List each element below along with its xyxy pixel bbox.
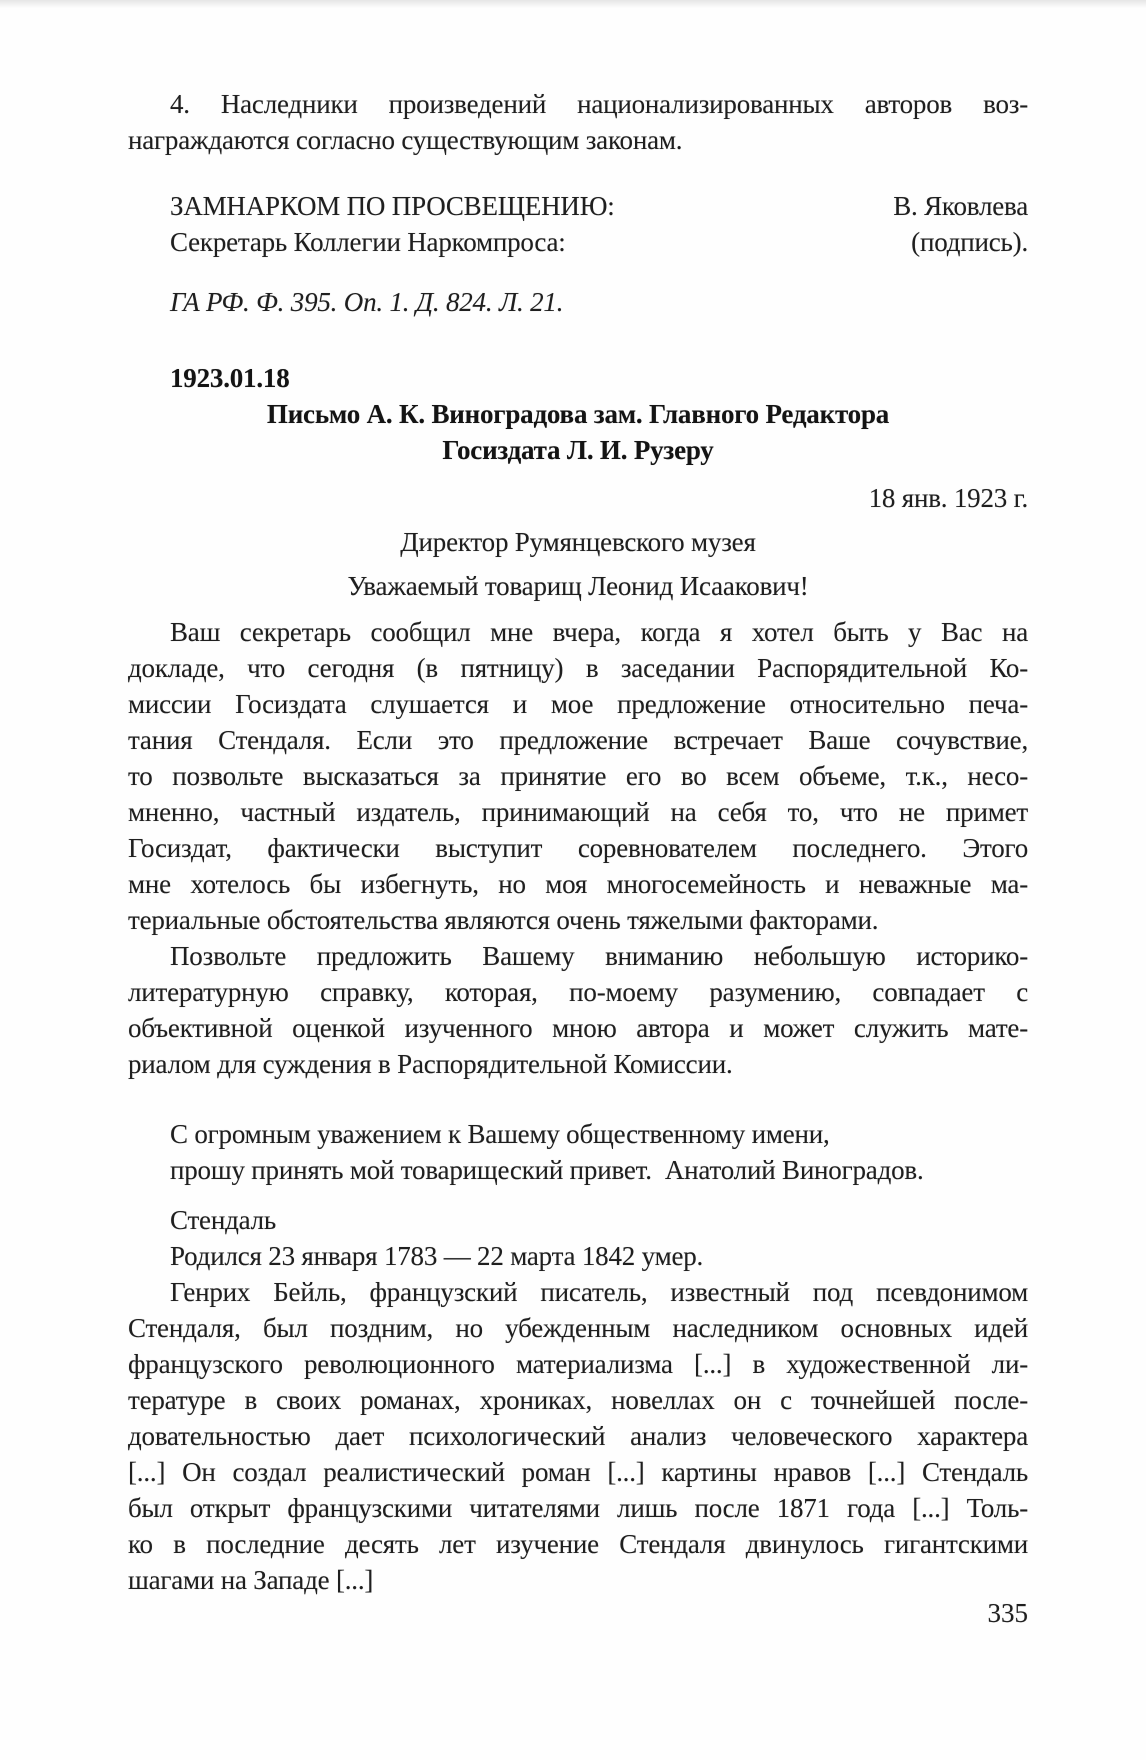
text-line: ко в последние десять лет изучение Стендаля двинулось гигантскими: [128, 1529, 1028, 1559]
signature-role: ЗАМНАРКОМ ПО ПРОСВЕЩЕНИЮ:: [170, 191, 615, 221]
document-title-line-1: Письмо А. К. Виноградова зам. Главного Редактора: [266, 399, 890, 429]
signature-name: В. Яковлева: [893, 191, 1028, 221]
signature-name: (подпись).: [911, 227, 1028, 257]
page-number: 335: [987, 1598, 1028, 1628]
text-line: шагами на Западе [...]: [128, 1565, 374, 1595]
note-paragraph: [128, 1274, 1028, 1598]
letter-salutation: Уважаемый товарищ Леонид Исаакович!: [347, 571, 809, 601]
text-line: Ваш секретарь сообщил мне вчера, когда я хотел быть у Вас на: [170, 617, 1028, 647]
text-line: Госиздат, фактически выступит соревнователем последнего. Этого: [128, 833, 1028, 863]
note-title-stendhal: Стендаль: [170, 1205, 277, 1235]
decree-clause-paragraph: [128, 86, 1028, 158]
text-line: был открыт французскими читателями лишь после 1871 года [...] Толь-: [128, 1493, 1028, 1523]
note-life-dates: Родился 23 января 1783 — 22 марта 1842 умер.: [170, 1241, 704, 1271]
text-line: то позвольте высказаться за принятие его во всем объеме, т.к., несо-: [128, 761, 1028, 791]
document-date-heading: 1923.01.18: [170, 363, 290, 393]
document-text-block: [128, 86, 1028, 1598]
document-title-line-2: Госиздата Л. И. Рузеру: [442, 435, 714, 465]
text-line: докладе, что сегодня (в пятницу) в заседании Распорядительной Ко-: [128, 653, 1028, 683]
archive-reference: ГА РФ. Ф. 395. Оп. 1. Д. 824. Л. 21.: [170, 287, 564, 317]
text-line: объективной оценкой изученного мною автора и может служить мате-: [128, 1013, 1028, 1043]
signature-row: [128, 188, 1028, 224]
text-line: 4. Наследники произведений национализированных авторов воз-: [170, 89, 1028, 119]
letter-paragraph-2: [128, 938, 1028, 1082]
text-line: французского революционного материализма [...] в художественной ли-: [128, 1349, 1028, 1379]
scan-edge-shading: [0, 0, 1146, 8]
text-line: [...] Он создал реалистический роман [...] картины нравов [...] Стендаль: [128, 1457, 1028, 1487]
text-line: миссии Госиздата слушается и мое предложение относительно печа-: [128, 689, 1028, 719]
text-line: Генрих Бейль, французский писатель, известный под псевдонимом: [170, 1277, 1028, 1307]
text-line: териальные обстоятельства являются очень тяжелыми факторами.: [128, 905, 879, 935]
letter-closing: [128, 1116, 1028, 1188]
text-line: прошу принять мой товарищеский привет. Анатолий Виноградов.: [170, 1155, 924, 1185]
letter-paragraph-1: [128, 614, 1028, 938]
text-line: риалом для суждения в Распорядительной Комиссии.: [128, 1049, 733, 1079]
signature-block: [128, 188, 1028, 260]
text-line: довательностью дает психологический анализ человеческого характера: [128, 1421, 1028, 1451]
text-line: Стендаля, был поздним, но убежденным наследником основных идей: [128, 1313, 1028, 1343]
signature-role: Секретарь Коллегии Наркомпроса:: [170, 227, 566, 257]
text-line: Позвольте предложить Вашему вниманию небольшую историко-: [170, 941, 1028, 971]
text-line: С огромным уважением к Вашему общественному имени,: [170, 1119, 830, 1149]
text-line: мне хотелось бы избегнуть, но моя многосемейность и неважные ма-: [128, 869, 1028, 899]
letter-addressee: Директор Румянцевского музея: [400, 527, 756, 557]
signature-row: [128, 224, 1028, 260]
text-line: мненно, частный издатель, принимающий на себя то, что не примет: [128, 797, 1028, 827]
text-line: награждаются согласно существующим законам.: [128, 125, 683, 155]
letter-date: 18 янв. 1923 г.: [868, 483, 1028, 513]
text-line: тания Стендаля. Если это предложение встречает Ваше сочувствие,: [128, 725, 1028, 755]
text-line: литературную справку, которая, по-моему разумению, совпадает с: [128, 977, 1028, 1007]
text-line: тературе в своих романах, хрониках, новеллах он с точнейшей после-: [128, 1385, 1028, 1415]
